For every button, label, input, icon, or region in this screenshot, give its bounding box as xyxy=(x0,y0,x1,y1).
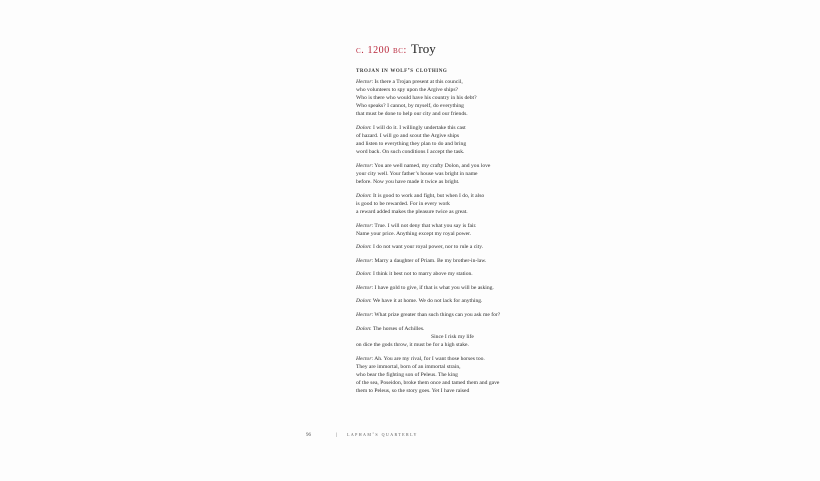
footer-separator: | xyxy=(336,433,338,438)
dialogue-line: Hector: True. I will not deny that what you say is fair. xyxy=(356,223,477,229)
dialogue-stanza xyxy=(356,284,566,292)
dialogue-stanza xyxy=(356,270,566,278)
dialogue-line: Since I risk my life xyxy=(431,334,474,341)
section-subtitle: trojan in wolf’s clothing xyxy=(356,67,448,74)
speaker-name: Dolon xyxy=(356,244,370,250)
dialogue-stanza xyxy=(356,297,566,305)
dialogue-line: your city well. Your father’s house was bright in name xyxy=(356,171,478,178)
heading-place: Troy xyxy=(410,41,436,56)
dialogue-line: Name your price. Anything except my royal power. xyxy=(356,231,472,238)
speaker-name: Dolon xyxy=(356,271,370,277)
dialogue-stanza xyxy=(356,222,566,238)
speaker-name: Hector xyxy=(356,312,372,318)
speaker-name: Dolon xyxy=(356,298,370,304)
dialogue-stanza xyxy=(356,162,566,186)
dialogue-line: Hector: Marry a daughter of Priam. Be my brother-in-law. xyxy=(356,258,487,264)
speaker-name: Hector xyxy=(356,163,372,169)
dialogue-line: Who speaks? I cannot, by myself, do everything xyxy=(356,103,464,110)
dialogue-stanza xyxy=(356,311,566,319)
dialogue-line: Dolon: I do not want your royal power, nor to rule a city. xyxy=(356,244,484,250)
dialogue-line: Dolon: The horses of Achilles. xyxy=(356,326,425,332)
dialogue-line: Dolon: I will do it. I willingly undertake this cast xyxy=(356,125,466,131)
dialogue-line: They are immortal, born of an immortal strain, xyxy=(356,364,461,371)
dialogue-line: Hector: I have gold to give, if that is what you will be asking. xyxy=(356,285,494,291)
dialogue-stanza xyxy=(356,355,566,395)
dialogue-line: is good to be rewarded. For in every work xyxy=(356,201,450,208)
dialogue-line: of hazard. I will go and scout the Argive ships xyxy=(356,133,460,140)
dialogue-line: on dice the gods throw, it must be for a high stake. xyxy=(356,342,469,349)
dialogue-line: them to Peleus, so the story goes. Yet I have raised xyxy=(356,388,470,395)
dialogue-line: Dolon: It is good to work and fight, but when I do, it also xyxy=(356,193,485,199)
dialogue-stanza xyxy=(356,192,566,216)
dialogue-line: a reward added makes the pleasure twice as great. xyxy=(356,209,468,216)
dialogue-line: word back. On such conditions I accept the task. xyxy=(356,149,465,156)
journal-title: lapham’s quarterly xyxy=(347,433,418,438)
dialogue-line: who bear the fighting son of Peleus. The king xyxy=(356,372,458,379)
dialogue-stanza xyxy=(356,78,566,118)
dialogue-stanza xyxy=(356,325,566,349)
dialogue-line: before. Now you have made it twice as bright. xyxy=(356,179,460,186)
speaker-name: Hector xyxy=(356,258,372,264)
dialogue-line: Hector: What prize greater than such things can you ask me for? xyxy=(356,312,501,318)
page-number: 96 xyxy=(306,433,311,438)
dialogue-line: Hector: Ah. You are my rival, for I want those horses too. xyxy=(356,356,485,362)
dialogue-stanza xyxy=(356,124,566,156)
article-content xyxy=(356,42,546,75)
dialogue-stanza xyxy=(356,257,566,265)
dialogue-line: Who is there who would have his country in his debt? xyxy=(356,95,477,102)
dialogue-line: who volunteers to spy upon the Argive ships? xyxy=(356,87,458,94)
dialogue-line: Hector: You are well named, my crafty Dolon, and you love xyxy=(356,163,491,169)
speaker-name: Dolon xyxy=(356,193,370,199)
dialogue-line: and listen to everything they plan to do and bring xyxy=(356,141,467,148)
dialogue-line: that must be done to help our city and our friends. xyxy=(356,111,468,118)
speaker-name: Hector xyxy=(356,79,372,85)
dialogue-stanza xyxy=(356,243,566,251)
section-heading xyxy=(356,42,546,58)
dialogue-line: Dolon: I think it best not to marry above my station. xyxy=(356,271,473,277)
speaker-name: Hector xyxy=(356,223,372,229)
dialogue-line: Dolon: We have it at home. We do not lack for anything. xyxy=(356,298,483,304)
dialogue-line: of the sea, Poseidon, broke them once and tamed them and gave xyxy=(356,380,500,387)
heading-date: c. 1200 bc: xyxy=(356,45,407,56)
speaker-name: Dolon xyxy=(356,326,370,332)
speaker-name: Hector xyxy=(356,285,372,291)
speaker-name: Hector xyxy=(356,356,372,362)
speaker-name: Dolon xyxy=(356,125,370,131)
page-footer xyxy=(0,432,820,440)
dialogue-line: Hector: Is there a Trojan present at this council, xyxy=(356,79,463,85)
